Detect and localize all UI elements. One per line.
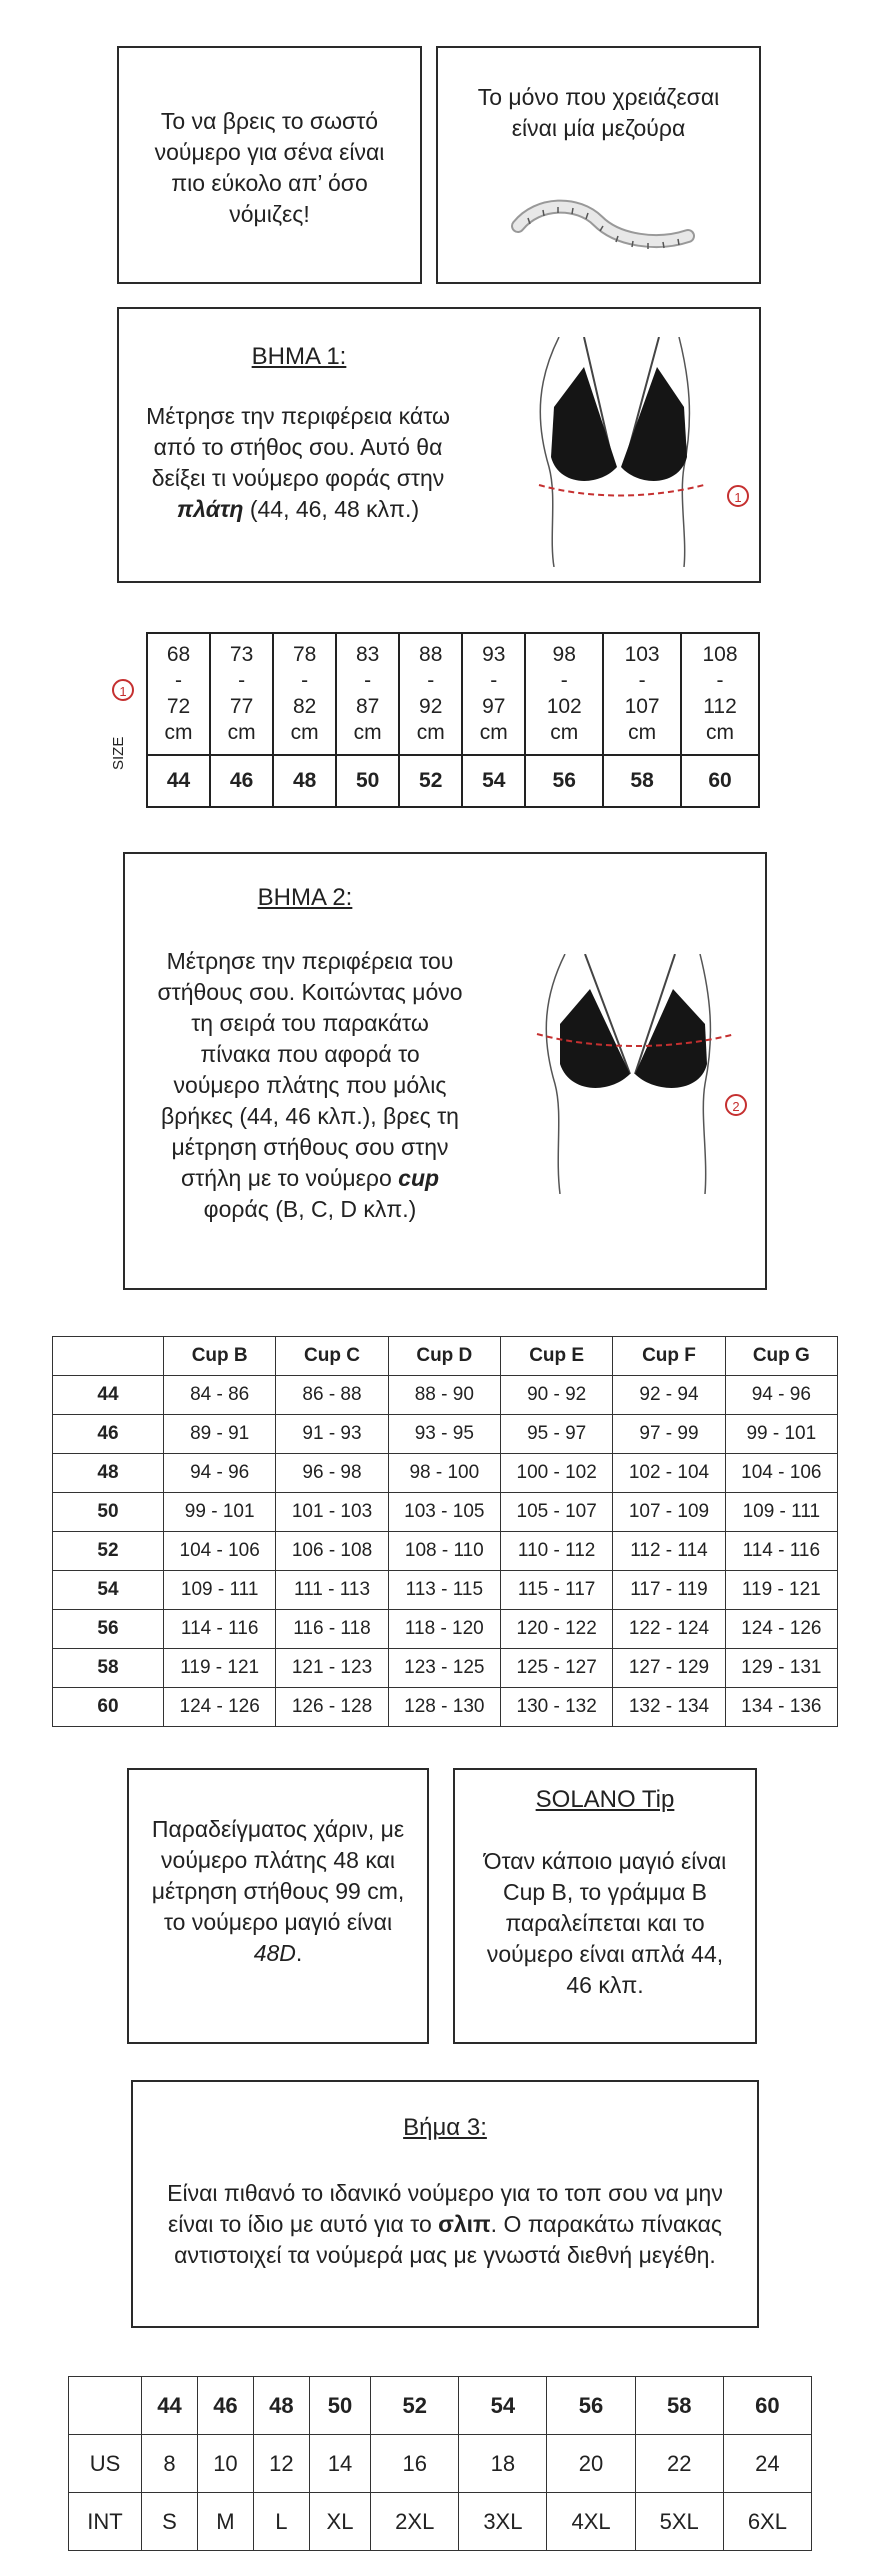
range-dash: - <box>638 669 646 692</box>
size-row <box>147 755 759 807</box>
cup-range-cell: 130 - 132 <box>500 1688 612 1727</box>
step3-bold-word: σλιπ <box>438 2211 491 2237</box>
intl-size-cell: 56 <box>547 2377 635 2435</box>
band-size-cell: 60 <box>681 755 759 807</box>
band-range-cell <box>525 633 603 755</box>
range-min: 108 <box>702 643 738 666</box>
cup-header-cell: Cup F <box>613 1337 725 1376</box>
range-max: 97 <box>482 695 506 718</box>
step3-text-part: . Ο παρακάτω πίνακας αντιστοιχεί τα νούμερά μας με γνωστά διεθνή μεγέθη. <box>174 2211 722 2268</box>
intl-int-cell: 4XL <box>547 2493 635 2551</box>
intl-us-cell: 18 <box>459 2435 547 2493</box>
cup-range-cell: 113 - 115 <box>388 1571 500 1610</box>
intl-int-cell: L <box>253 2493 309 2551</box>
cup-range-cell: 111 - 113 <box>276 1571 388 1610</box>
intl-us-cell: 16 <box>371 2435 459 2493</box>
international-size-table <box>68 2376 812 2551</box>
range-max: 102 <box>546 695 582 718</box>
intl-size-cell: 60 <box>723 2377 811 2435</box>
range-max: 107 <box>624 695 660 718</box>
range-dash: - <box>490 669 498 692</box>
cup-row-size: 58 <box>53 1649 164 1688</box>
step1-bold-word: πλάτη <box>176 496 244 522</box>
intro-right-text: Το μόνο που χρειάζεσαι είναι μία μεζούρα <box>477 84 720 141</box>
cup-range-cell: 109 - 111 <box>725 1493 837 1532</box>
band-size-cell: 50 <box>336 755 399 807</box>
range-min: 88 <box>419 643 443 666</box>
cup-range-cell: 114 - 116 <box>725 1532 837 1571</box>
intl-int-cell: 3XL <box>459 2493 547 2551</box>
cup-range-cell: 119 - 121 <box>164 1649 276 1688</box>
cup-range-cell: 119 - 121 <box>725 1571 837 1610</box>
tip-heading: SOLANO Tip <box>535 1786 675 1813</box>
cup-header-cell: Cup E <box>500 1337 612 1376</box>
cup-range-cell: 117 - 119 <box>613 1571 725 1610</box>
cup-size-table <box>52 1336 838 1727</box>
step2-text-part: φοράς (B, C, D κλπ.) <box>203 1196 417 1222</box>
cup-table-row <box>53 1415 838 1454</box>
band-size-table <box>146 632 760 808</box>
step3-text <box>147 2178 743 2271</box>
cup-range-cell: 84 - 86 <box>164 1376 276 1415</box>
cup-range-cell: 128 - 130 <box>388 1688 500 1727</box>
band-range-cell <box>462 633 525 755</box>
range-unit: cm <box>227 721 256 744</box>
intl-corner-cell <box>69 2377 142 2435</box>
cup-range-cell: 129 - 131 <box>725 1649 837 1688</box>
band-range-cell <box>603 633 681 755</box>
range-unit: cm <box>479 721 508 744</box>
band-size-cell: 54 <box>462 755 525 807</box>
intl-int-cell: 5XL <box>635 2493 723 2551</box>
cup-table-row <box>53 1688 838 1727</box>
range-min: 83 <box>355 643 380 666</box>
step2-heading: ΒΗΜΑ 2: <box>257 884 353 911</box>
intl-us-row <box>69 2435 812 2493</box>
intl-int-label: INT <box>69 2493 142 2551</box>
intl-int-cell: 2XL <box>371 2493 459 2551</box>
cup-range-cell: 98 - 100 <box>388 1454 500 1493</box>
band-range-cell <box>336 633 399 755</box>
band-size-cell: 56 <box>525 755 603 807</box>
cup-range-cell: 89 - 91 <box>164 1415 276 1454</box>
cup-range-cell: 132 - 134 <box>613 1688 725 1727</box>
cup-row-size: 50 <box>53 1493 164 1532</box>
band-range-cell <box>399 633 462 755</box>
example-box <box>127 1768 429 2044</box>
step2-bold-word: cup <box>398 1165 440 1191</box>
range-max: 82 <box>292 695 317 718</box>
cup-range-cell: 112 - 114 <box>613 1532 725 1571</box>
step2-box <box>123 852 767 1290</box>
cup-range-cell: 125 - 127 <box>500 1649 612 1688</box>
cup-range-cell: 124 - 126 <box>164 1688 276 1727</box>
cup-range-cell: 121 - 123 <box>276 1649 388 1688</box>
range-max: 92 <box>419 695 443 718</box>
cup-range-cell: 124 - 126 <box>725 1610 837 1649</box>
range-unit: cm <box>706 721 735 744</box>
cup-range-cell: 134 - 136 <box>725 1688 837 1727</box>
intl-size-cell: 44 <box>142 2377 198 2435</box>
marker-2-icon: 2 <box>725 1094 747 1116</box>
cup-table-row <box>53 1649 838 1688</box>
range-dash: - <box>364 669 372 692</box>
intl-int-cell: XL <box>309 2493 370 2551</box>
cup-header-row <box>53 1337 838 1376</box>
cup-range-cell: 123 - 125 <box>388 1649 500 1688</box>
cup-range-cell: 110 - 112 <box>500 1532 612 1571</box>
intl-size-cell: 48 <box>253 2377 309 2435</box>
cup-table-row <box>53 1571 838 1610</box>
cup-range-cell: 94 - 96 <box>725 1376 837 1415</box>
cup-row-size: 60 <box>53 1688 164 1727</box>
cup-header-cell: Cup C <box>276 1337 388 1376</box>
cup-table-row <box>53 1610 838 1649</box>
band-size-cell: 52 <box>399 755 462 807</box>
cup-range-cell: 122 - 124 <box>613 1610 725 1649</box>
band-range-cell <box>147 633 210 755</box>
marker-1-icon: 1 <box>112 679 134 701</box>
intl-us-cell: 24 <box>723 2435 811 2493</box>
cup-range-cell: 90 - 92 <box>500 1376 612 1415</box>
tip-box <box>453 1768 757 2044</box>
step3-heading: Βήμα 3: <box>403 2114 487 2141</box>
intro-left-text: Το να βρεις το σωστό νούμερο για σένα είναι πιο εύκολο απ’ όσο νόμιζες! <box>154 108 385 227</box>
tip-text: Όταν κάποιο μαγιό είναι Cup B, το γράμμα B παραλείπεται και το νούμερο είναι απλά 44, 46 κλπ. <box>483 1848 727 1998</box>
intl-size-cell: 54 <box>459 2377 547 2435</box>
step2-text-part: Μέτρησε την περιφέρεια του στήθους σου. Κοιτώντας μόνο τη σειρά του παρακάτω πίνακα που αφορά το νούμερο πλάτης που μόλις βρήκες (44, 46 κλπ.), βρες τη μέτρηση στήθους σου στην στήλη με το νούμερο <box>157 948 463 1191</box>
intl-size-row <box>69 2377 812 2435</box>
intl-us-cell: 8 <box>142 2435 198 2493</box>
intl-size-cell: 50 <box>309 2377 370 2435</box>
intl-us-label: US <box>69 2435 142 2493</box>
cup-range-cell: 104 - 106 <box>164 1532 276 1571</box>
cup-range-cell: 101 - 103 <box>276 1493 388 1532</box>
range-unit: cm <box>550 721 579 744</box>
example-size: 48D <box>253 1940 296 1966</box>
bra-underband-illustration <box>519 337 719 567</box>
cup-range-cell: 116 - 118 <box>276 1610 388 1649</box>
cup-range-cell: 92 - 94 <box>613 1376 725 1415</box>
intl-us-cell: 12 <box>253 2435 309 2493</box>
intl-us-cell: 22 <box>635 2435 723 2493</box>
range-unit: cm <box>353 721 382 744</box>
cup-range-cell: 95 - 97 <box>500 1415 612 1454</box>
cup-header-cell: Cup B <box>164 1337 276 1376</box>
cup-range-cell: 86 - 88 <box>276 1376 388 1415</box>
cup-table-row <box>53 1493 838 1532</box>
size-label: SIZE <box>110 736 127 770</box>
range-min: 68 <box>166 643 191 666</box>
intl-us-cell: 20 <box>547 2435 635 2493</box>
cup-row-size: 56 <box>53 1610 164 1649</box>
cup-range-cell: 118 - 120 <box>388 1610 500 1649</box>
step3-text-part: Είναι πιθανό το ιδανικό νούμερο για το τοπ σου να μην είναι το ίδιο με αυτό για το <box>167 2180 723 2237</box>
range-min: 103 <box>624 643 660 666</box>
cup-range-cell: 126 - 128 <box>276 1688 388 1727</box>
step1-text <box>133 401 463 525</box>
cup-range-cell: 115 - 117 <box>500 1571 612 1610</box>
step1-text-part: (44, 46, 48 κλπ.) <box>243 496 420 522</box>
cup-range-cell: 104 - 106 <box>725 1454 837 1493</box>
intl-int-cell: M <box>197 2493 253 2551</box>
range-max: 77 <box>229 695 254 718</box>
cup-table-row <box>53 1532 838 1571</box>
step3-box <box>131 2080 759 2328</box>
intro-left-box <box>117 46 422 284</box>
measuring-tape-icon <box>508 196 698 276</box>
cup-header-cell: Cup G <box>725 1337 837 1376</box>
range-dash: - <box>716 669 724 692</box>
marker-1-icon: 1 <box>727 485 749 507</box>
range-max: 72 <box>166 695 191 718</box>
example-text-part: Παραδείγματος χάριν, με νούμερο πλάτης 48 και μέτρηση στήθους 99 cm, το νούμερο μαγιό είναι <box>151 1816 405 1935</box>
measurement-row <box>147 633 759 755</box>
cup-row-size: 54 <box>53 1571 164 1610</box>
cup-range-cell: 107 - 109 <box>613 1493 725 1532</box>
cup-row-size: 48 <box>53 1454 164 1493</box>
range-dash: - <box>238 669 246 692</box>
cup-range-cell: 105 - 107 <box>500 1493 612 1532</box>
intl-int-row <box>69 2493 812 2551</box>
cup-corner-cell <box>53 1337 164 1376</box>
intl-int-cell: 6XL <box>723 2493 811 2551</box>
range-min: 93 <box>482 643 506 666</box>
cup-range-cell: 96 - 98 <box>276 1454 388 1493</box>
band-range-cell <box>681 633 759 755</box>
step1-text-part: Μέτρησε την περιφέρεια κάτω από το στήθος σου. Αυτό θα δείξει τι νούμερο φοράς στην <box>146 403 450 491</box>
range-dash: - <box>560 669 568 692</box>
cup-range-cell: 102 - 104 <box>613 1454 725 1493</box>
cup-range-cell: 106 - 108 <box>276 1532 388 1571</box>
step2-text <box>155 946 465 1225</box>
cup-range-cell: 103 - 105 <box>388 1493 500 1532</box>
band-size-cell: 48 <box>273 755 336 807</box>
cup-range-cell: 99 - 101 <box>164 1493 276 1532</box>
cup-range-cell: 108 - 110 <box>388 1532 500 1571</box>
range-unit: cm <box>290 721 319 744</box>
band-range-cell <box>273 633 336 755</box>
range-unit: cm <box>416 721 445 744</box>
band-size-cell: 58 <box>603 755 681 807</box>
range-dash: - <box>427 669 435 692</box>
cup-range-cell: 100 - 102 <box>500 1454 612 1493</box>
range-unit: cm <box>164 721 193 744</box>
range-min: 78 <box>292 643 317 666</box>
range-dash: - <box>175 669 183 692</box>
range-min: 98 <box>552 643 576 666</box>
cup-range-cell: 109 - 111 <box>164 1571 276 1610</box>
band-size-cell: 46 <box>210 755 273 807</box>
cup-table-row <box>53 1454 838 1493</box>
intl-int-cell: S <box>142 2493 198 2551</box>
range-max: 112 <box>703 695 737 718</box>
band-range-cell <box>210 633 273 755</box>
band-size-cell: 44 <box>147 755 210 807</box>
cup-range-cell: 97 - 99 <box>613 1415 725 1454</box>
example-text <box>143 1814 413 1969</box>
range-max: 87 <box>355 695 380 718</box>
cup-range-cell: 88 - 90 <box>388 1376 500 1415</box>
cup-range-cell: 114 - 116 <box>164 1610 276 1649</box>
intl-us-cell: 14 <box>309 2435 370 2493</box>
cup-range-cell: 99 - 101 <box>725 1415 837 1454</box>
cup-row-size: 52 <box>53 1532 164 1571</box>
step1-box <box>117 307 761 583</box>
cup-range-cell: 94 - 96 <box>164 1454 276 1493</box>
intl-size-cell: 58 <box>635 2377 723 2435</box>
cup-range-cell: 120 - 122 <box>500 1610 612 1649</box>
cup-row-size: 46 <box>53 1415 164 1454</box>
cup-table-row <box>53 1376 838 1415</box>
cup-row-size: 44 <box>53 1376 164 1415</box>
cup-range-cell: 91 - 93 <box>276 1415 388 1454</box>
range-dash: - <box>301 669 309 692</box>
step1-heading: ΒΗΜΑ 1: <box>251 343 347 370</box>
cup-range-cell: 93 - 95 <box>388 1415 500 1454</box>
intl-size-cell: 52 <box>371 2377 459 2435</box>
cup-range-cell: 127 - 129 <box>613 1649 725 1688</box>
bra-bust-illustration <box>525 954 745 1194</box>
cup-header-cell: Cup D <box>388 1337 500 1376</box>
range-min: 73 <box>229 643 254 666</box>
intl-us-cell: 10 <box>197 2435 253 2493</box>
intl-size-cell: 46 <box>197 2377 253 2435</box>
intro-right-box <box>436 46 761 284</box>
range-unit: cm <box>628 721 657 744</box>
example-text-part: . <box>295 1940 303 1966</box>
